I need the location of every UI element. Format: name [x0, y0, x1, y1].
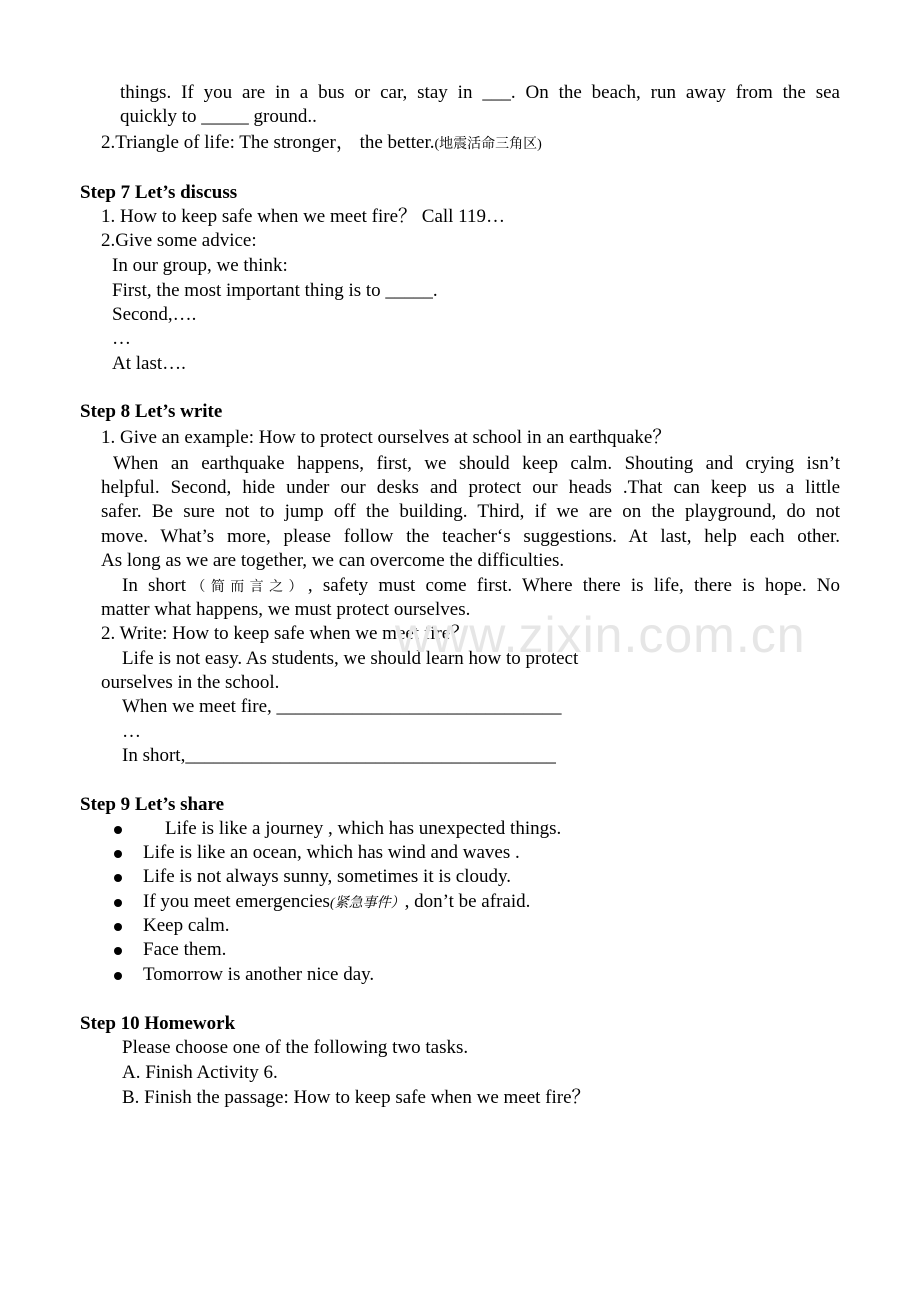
share-item: Life is like a journey , which has unexpected things. [165, 818, 562, 839]
step7-line: First, the most important thing is to _____. [112, 280, 438, 301]
share-item [143, 890, 530, 916]
step10-heading: Step 10 Homework [80, 1013, 236, 1034]
homework-line: B. Finish the passage: How to keep safe when we meet fire？ [122, 1087, 591, 1108]
step7-line: 1. How to keep safe when we meet fire？ Call 119… [101, 206, 505, 227]
write-line: When we meet fire, ______________________________ [122, 696, 562, 717]
step7-line: At last…. [112, 353, 186, 374]
bullet-dot-icon [114, 972, 122, 980]
step8-paragraph-line: As long as we are together, we can overcome the difficulties. [101, 550, 565, 571]
share-item: Tomorrow is another nice day. [143, 964, 375, 985]
emergencies-rest: , don’t be afraid. [404, 891, 531, 912]
step7-line: In our group, we think: [112, 255, 288, 276]
step8-paragraph-line: move. What’s more, please follow the teacher‘s suggestions. At last, help each other. [101, 526, 840, 547]
bullet-dot-icon [114, 826, 122, 834]
homework-line: Please choose one of the following two tasks. [122, 1037, 469, 1058]
write-line: ourselves in the school. [101, 672, 280, 693]
share-item: Face them. [143, 939, 227, 960]
emergencies-text: If you meet emergencies [143, 891, 330, 912]
in-short-note: （简而言之） [186, 580, 308, 595]
in-short-rest: , safety must come first. Where there is life, there is hope. No [307, 575, 840, 596]
step8-paragraph-line: When an earthquake happens, first, we should keep calm. Shouting and crying isn’t [113, 453, 840, 474]
watermark: www.zixin.com.cn [395, 607, 806, 663]
share-item: Life is like an ocean, which has wind and waves . [143, 842, 520, 863]
emergencies-note: (紧急事件） [329, 896, 405, 911]
in-short-line [122, 574, 840, 600]
share-item: Life is not always sunny, sometimes it is cloudy. [143, 866, 511, 887]
write-line: … [122, 721, 141, 742]
step8-paragraph-line: helpful. Second, hide under our desks and protect our heads .That can keep us a little [101, 477, 840, 498]
step8-paragraph-line: matter what happens, we must protect ourselves. [101, 599, 471, 620]
bullet-dot-icon [114, 874, 122, 882]
step7-heading: Step 7 Let’s discuss [80, 182, 238, 203]
triangle-of-life-line [101, 131, 542, 157]
in-short-text: In short [122, 575, 186, 596]
step8-heading: Step 8 Let’s write [80, 401, 223, 422]
step8-item2: 2. Write: How to keep safe when we meet fire？ [101, 623, 470, 644]
share-item: Keep calm. [143, 915, 230, 936]
triangle-of-life-note: (地震活命三角区) [434, 137, 542, 152]
homework-line: A. Finish Activity 6. [122, 1062, 278, 1083]
step7-line: Second,…. [112, 304, 197, 325]
step6-line: quickly to _____ ground.. [120, 106, 317, 127]
write-line: In short,_______________________________________ [122, 745, 556, 766]
triangle-of-life-text: 2.Triangle of life: The stronger， the better. [101, 132, 435, 153]
step8-paragraph-line: safer. Be sure not to jump off the building. Third, if we are on the playground, do not [101, 501, 840, 522]
step7-line: … [112, 328, 131, 349]
step7-line: 2.Give some advice: [101, 230, 257, 251]
bullet-dot-icon [114, 947, 122, 955]
step9-heading: Step 9 Let’s share [80, 794, 225, 815]
bullet-dot-icon [114, 923, 122, 931]
step8-item1: 1. Give an example: How to protect ourselves at school in an earthquake？ [101, 427, 672, 448]
bullet-dot-icon [114, 899, 122, 907]
step6-line: things. If you are in a bus or car, stay in ___. On the beach, run away from the sea [120, 82, 840, 103]
write-line: Life is not easy. As students, we should learn how to protect [122, 648, 579, 669]
bullet-dot-icon [114, 850, 122, 858]
